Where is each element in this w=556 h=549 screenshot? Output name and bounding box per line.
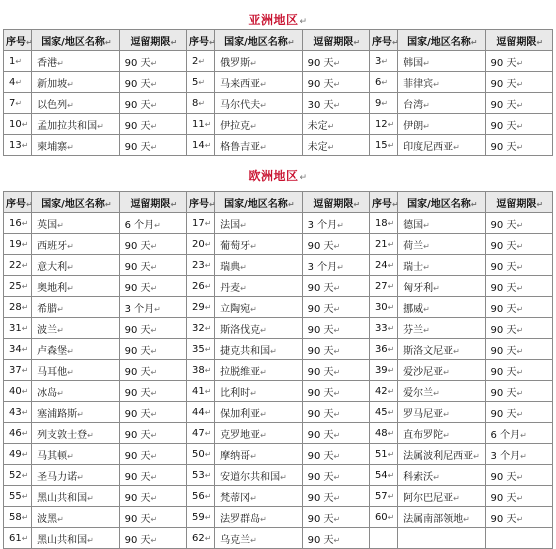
stay-duration-cell: 90 天↵	[485, 72, 552, 93]
serial-cell: 16↵	[4, 213, 32, 234]
serial-cell: 18↵	[369, 213, 397, 234]
country-name-cell: 摩纳哥↵	[215, 444, 302, 465]
country-name-cell: 黑山共和国↵	[32, 486, 119, 507]
serial-cell: 39↵	[369, 360, 397, 381]
country-name-cell: 俄罗斯↵	[215, 51, 302, 72]
table-row	[4, 507, 553, 528]
column-header: 国家/地区名称↵	[215, 192, 302, 213]
serial-cell: 24↵	[369, 255, 397, 276]
serial-cell: 49↵	[4, 444, 32, 465]
serial-cell: 62↵	[186, 528, 214, 549]
country-name-cell: 希腊↵	[32, 297, 119, 318]
serial-cell: 46↵	[4, 423, 32, 444]
stay-duration-cell: 未定↵	[302, 135, 369, 156]
table-row	[4, 339, 553, 360]
country-name-cell: 新加坡↵	[32, 72, 119, 93]
serial-cell: 55↵	[4, 486, 32, 507]
serial-cell: 59↵	[186, 507, 214, 528]
serial-cell: 61↵	[4, 528, 32, 549]
serial-cell: 8↵	[186, 93, 214, 114]
serial-cell: 47↵	[186, 423, 214, 444]
stay-duration-cell: 90 天↵	[119, 528, 186, 549]
country-name-cell: 以色列↵	[32, 93, 119, 114]
stay-duration-cell: 90 天↵	[302, 507, 369, 528]
country-name-cell: 黑山共和国↵	[32, 528, 119, 549]
stay-duration-cell: 90 天↵	[302, 486, 369, 507]
column-header: 序号↵	[369, 30, 397, 51]
stay-duration-cell: 90 天↵	[485, 234, 552, 255]
serial-cell: 41↵	[186, 381, 214, 402]
asia-visa-table	[3, 29, 553, 156]
country-name-cell: 台湾↵	[398, 93, 485, 114]
country-name-cell: 法罗群岛↵	[215, 507, 302, 528]
table-row	[4, 234, 553, 255]
stay-duration-cell: 3 个月↵	[302, 255, 369, 276]
stay-duration-cell: 90 天↵	[302, 423, 369, 444]
country-name-cell: 挪威↵	[398, 297, 485, 318]
serial-cell: 29↵	[186, 297, 214, 318]
serial-cell: 7↵	[4, 93, 32, 114]
stay-duration-cell: 90 天↵	[119, 444, 186, 465]
country-name-cell: 柬埔寨↵	[32, 135, 119, 156]
table-row	[4, 360, 553, 381]
serial-cell	[369, 528, 397, 549]
serial-cell: 25↵	[4, 276, 32, 297]
serial-cell: 38↵	[186, 360, 214, 381]
column-header: 序号↵	[369, 192, 397, 213]
country-name-cell: 圣马力诺↵	[32, 465, 119, 486]
stay-duration-cell: 90 天↵	[302, 297, 369, 318]
country-name-cell: 比利时↵	[215, 381, 302, 402]
country-name-cell: 列支敦士登↵	[32, 423, 119, 444]
country-name-cell: 捷克共和国↵	[215, 339, 302, 360]
stay-duration-cell: 90 天↵	[119, 255, 186, 276]
serial-cell: 44↵	[186, 402, 214, 423]
stay-duration-cell: 90 天↵	[119, 339, 186, 360]
stay-duration-cell: 3 个月↵	[119, 297, 186, 318]
serial-cell: 35↵	[186, 339, 214, 360]
serial-cell: 60↵	[369, 507, 397, 528]
serial-cell: 30↵	[369, 297, 397, 318]
serial-cell: 23↵	[186, 255, 214, 276]
country-name-cell: 拉脱维亚↵	[215, 360, 302, 381]
stay-duration-cell: 90 天↵	[485, 114, 552, 135]
serial-cell: 21↵	[369, 234, 397, 255]
stay-duration-cell: 90 天↵	[302, 276, 369, 297]
stay-duration-cell: 90 天↵	[485, 93, 552, 114]
column-header: 国家/地区名称↵	[215, 30, 302, 51]
column-header: 序号↵	[186, 192, 214, 213]
country-name-cell: 马耳他↵	[32, 360, 119, 381]
serial-cell: 51↵	[369, 444, 397, 465]
stay-duration-cell: 90 天↵	[302, 360, 369, 381]
country-name-cell: 西班牙↵	[32, 234, 119, 255]
country-name-cell: 立陶宛↵	[215, 297, 302, 318]
country-name-cell	[398, 528, 485, 549]
serial-cell: 52↵	[4, 465, 32, 486]
serial-cell: 20↵	[186, 234, 214, 255]
serial-cell: 43↵	[4, 402, 32, 423]
stay-duration-cell: 90 天↵	[302, 444, 369, 465]
column-header: 国家/地区名称↵	[32, 30, 119, 51]
serial-cell: 37↵	[4, 360, 32, 381]
column-header: 逗留期限↵	[302, 192, 369, 213]
country-name-cell: 韩国↵	[398, 51, 485, 72]
country-name-cell: 斯洛伐克↵	[215, 318, 302, 339]
country-name-cell: 爱沙尼亚↵	[398, 360, 485, 381]
column-header: 序号↵	[4, 30, 32, 51]
country-name-cell: 梵蒂冈↵	[215, 486, 302, 507]
country-name-cell: 印度尼西亚↵	[398, 135, 485, 156]
country-name-cell: 伊拉克↵	[215, 114, 302, 135]
europe-section-title: 欧洲地区↵	[248, 169, 308, 183]
serial-cell: 50↵	[186, 444, 214, 465]
country-name-cell: 卢森堡↵	[32, 339, 119, 360]
serial-cell: 3↵	[369, 51, 397, 72]
country-name-cell: 德国↵	[398, 213, 485, 234]
stay-duration-cell: 90 天↵	[119, 507, 186, 528]
serial-cell: 34↵	[4, 339, 32, 360]
table-row	[4, 423, 553, 444]
country-name-cell: 直布罗陀↵	[398, 423, 485, 444]
table-row	[4, 51, 553, 72]
stay-duration-cell: 90 天↵	[302, 528, 369, 549]
serial-cell: 22↵	[4, 255, 32, 276]
country-name-cell: 匈牙利↵	[398, 276, 485, 297]
stay-duration-cell: 3 个月↵	[485, 444, 552, 465]
column-header: 逗留期限↵	[485, 192, 552, 213]
stay-duration-cell	[485, 528, 552, 549]
column-header: 逗留期限↵	[485, 30, 552, 51]
column-header: 逗留期限↵	[119, 192, 186, 213]
stay-duration-cell: 90 天↵	[302, 402, 369, 423]
stay-duration-cell: 90 天↵	[119, 72, 186, 93]
serial-cell: 26↵	[186, 276, 214, 297]
serial-cell: 40↵	[4, 381, 32, 402]
country-name-cell: 葡萄牙↵	[215, 234, 302, 255]
serial-cell: 27↵	[369, 276, 397, 297]
country-name-cell: 孟加拉共和国↵	[32, 114, 119, 135]
serial-cell: 14↵	[186, 135, 214, 156]
stay-duration-cell: 90 天↵	[119, 423, 186, 444]
europe-visa-table	[3, 191, 553, 549]
column-header: 国家/地区名称↵	[32, 192, 119, 213]
country-name-cell: 阿尔巴尼亚↵	[398, 486, 485, 507]
table-row	[4, 135, 553, 156]
stay-duration-cell: 90 天↵	[485, 135, 552, 156]
stay-duration-cell: 90 天↵	[485, 51, 552, 72]
column-header: 序号↵	[186, 30, 214, 51]
serial-cell: 10↵	[4, 114, 32, 135]
table-row	[4, 213, 553, 234]
serial-cell: 12↵	[369, 114, 397, 135]
serial-cell: 9↵	[369, 93, 397, 114]
serial-cell: 15↵	[369, 135, 397, 156]
table-row	[4, 528, 553, 549]
table-row	[4, 486, 553, 507]
country-name-cell: 爱尔兰↵	[398, 381, 485, 402]
country-name-cell: 丹麦↵	[215, 276, 302, 297]
column-header: 逗留期限↵	[302, 30, 369, 51]
serial-cell: 19↵	[4, 234, 32, 255]
stay-duration-cell: 90 天↵	[485, 486, 552, 507]
stay-duration-cell: 90 天↵	[302, 72, 369, 93]
table-row	[4, 72, 553, 93]
stay-duration-cell: 90 天↵	[485, 318, 552, 339]
country-name-cell: 荷兰↵	[398, 234, 485, 255]
stay-duration-cell: 6 个月↵	[119, 213, 186, 234]
country-name-cell: 法国↵	[215, 213, 302, 234]
country-name-cell: 塞浦路斯↵	[32, 402, 119, 423]
country-name-cell: 芬兰↵	[398, 318, 485, 339]
country-name-cell: 冰岛↵	[32, 381, 119, 402]
column-header: 国家/地区名称↵	[398, 30, 485, 51]
serial-cell: 54↵	[369, 465, 397, 486]
serial-cell: 48↵	[369, 423, 397, 444]
asia-header-row	[4, 30, 553, 51]
country-name-cell: 伊朗↵	[398, 114, 485, 135]
country-name-cell: 菲律宾↵	[398, 72, 485, 93]
asia-section-title: 亚洲地区↵	[248, 13, 308, 27]
europe-header-row	[4, 192, 553, 213]
serial-cell: 1↵	[4, 51, 32, 72]
stay-duration-cell: 90 天↵	[119, 114, 186, 135]
country-name-cell: 英国↵	[32, 213, 119, 234]
stay-duration-cell: 90 天↵	[485, 339, 552, 360]
table-row	[4, 318, 553, 339]
stay-duration-cell: 90 天↵	[302, 465, 369, 486]
stay-duration-cell: 3 个月↵	[302, 213, 369, 234]
column-header: 逗留期限↵	[119, 30, 186, 51]
stay-duration-cell: 90 天↵	[119, 135, 186, 156]
country-name-cell: 乌克兰↵	[215, 528, 302, 549]
country-name-cell: 波黑↵	[32, 507, 119, 528]
stay-duration-cell: 90 天↵	[302, 318, 369, 339]
stay-duration-cell: 90 天↵	[485, 276, 552, 297]
stay-duration-cell: 90 天↵	[302, 339, 369, 360]
stay-duration-cell: 90 天↵	[119, 276, 186, 297]
country-name-cell: 罗马尼亚↵	[398, 402, 485, 423]
stay-duration-cell: 90 天↵	[119, 465, 186, 486]
stay-duration-cell: 90 天↵	[485, 255, 552, 276]
stay-duration-cell: 90 天↵	[119, 234, 186, 255]
serial-cell: 17↵	[186, 213, 214, 234]
table-row	[4, 255, 553, 276]
country-name-cell: 奥地利↵	[32, 276, 119, 297]
stay-duration-cell: 90 天↵	[485, 381, 552, 402]
serial-cell: 53↵	[186, 465, 214, 486]
stay-duration-cell: 6 个月↵	[485, 423, 552, 444]
country-name-cell: 瑞典↵	[215, 255, 302, 276]
column-header: 序号↵	[4, 192, 32, 213]
country-name-cell: 法属波利尼西亚↵	[398, 444, 485, 465]
table-row	[4, 276, 553, 297]
serial-cell: 6↵	[369, 72, 397, 93]
stay-duration-cell: 90 天↵	[119, 318, 186, 339]
stay-duration-cell: 30 天↵	[302, 93, 369, 114]
table-row	[4, 297, 553, 318]
stay-duration-cell: 90 天↵	[119, 402, 186, 423]
serial-cell: 5↵	[186, 72, 214, 93]
country-name-cell: 安道尔共和国↵	[215, 465, 302, 486]
serial-cell: 45↵	[369, 402, 397, 423]
stay-duration-cell: 90 天↵	[485, 360, 552, 381]
stay-duration-cell: 90 天↵	[119, 360, 186, 381]
table-row	[4, 93, 553, 114]
country-name-cell: 马尔代夫↵	[215, 93, 302, 114]
column-header: 国家/地区名称↵	[398, 192, 485, 213]
country-name-cell: 马来西亚↵	[215, 72, 302, 93]
visa-free-document	[3, 3, 553, 549]
serial-cell: 56↵	[186, 486, 214, 507]
country-name-cell: 瑞士↵	[398, 255, 485, 276]
stay-duration-cell: 90 天↵	[119, 93, 186, 114]
stay-duration-cell: 未定↵	[302, 114, 369, 135]
serial-cell: 2↵	[186, 51, 214, 72]
country-name-cell: 波兰↵	[32, 318, 119, 339]
country-name-cell: 保加利亚↵	[215, 402, 302, 423]
country-name-cell: 格鲁吉亚↵	[215, 135, 302, 156]
stay-duration-cell: 90 天↵	[119, 486, 186, 507]
country-name-cell: 香港↵	[32, 51, 119, 72]
country-name-cell: 克罗地亚↵	[215, 423, 302, 444]
serial-cell: 57↵	[369, 486, 397, 507]
stay-duration-cell: 90 天↵	[485, 507, 552, 528]
country-name-cell: 科索沃↵	[398, 465, 485, 486]
country-name-cell: 马其顿↵	[32, 444, 119, 465]
table-row	[4, 114, 553, 135]
stay-duration-cell: 90 天↵	[119, 51, 186, 72]
serial-cell: 32↵	[186, 318, 214, 339]
table-row	[4, 444, 553, 465]
table-row	[4, 381, 553, 402]
serial-cell: 28↵	[4, 297, 32, 318]
stay-duration-cell: 90 天↵	[485, 402, 552, 423]
serial-cell: 11↵	[186, 114, 214, 135]
country-name-cell: 法属南部领地↵	[398, 507, 485, 528]
stay-duration-cell: 90 天↵	[302, 51, 369, 72]
country-name-cell: 斯洛文尼亚↵	[398, 339, 485, 360]
serial-cell: 42↵	[369, 381, 397, 402]
serial-cell: 4↵	[4, 72, 32, 93]
table-row	[4, 402, 553, 423]
serial-cell: 36↵	[369, 339, 397, 360]
serial-cell: 13↵	[4, 135, 32, 156]
table-row	[4, 465, 553, 486]
serial-cell: 31↵	[4, 318, 32, 339]
stay-duration-cell: 90 天↵	[485, 297, 552, 318]
stay-duration-cell: 90 天↵	[485, 213, 552, 234]
stay-duration-cell: 90 天↵	[119, 381, 186, 402]
country-name-cell: 意大利↵	[32, 255, 119, 276]
stay-duration-cell: 90 天↵	[485, 465, 552, 486]
stay-duration-cell: 90 天↵	[302, 234, 369, 255]
serial-cell: 33↵	[369, 318, 397, 339]
serial-cell: 58↵	[4, 507, 32, 528]
stay-duration-cell: 90 天↵	[302, 381, 369, 402]
